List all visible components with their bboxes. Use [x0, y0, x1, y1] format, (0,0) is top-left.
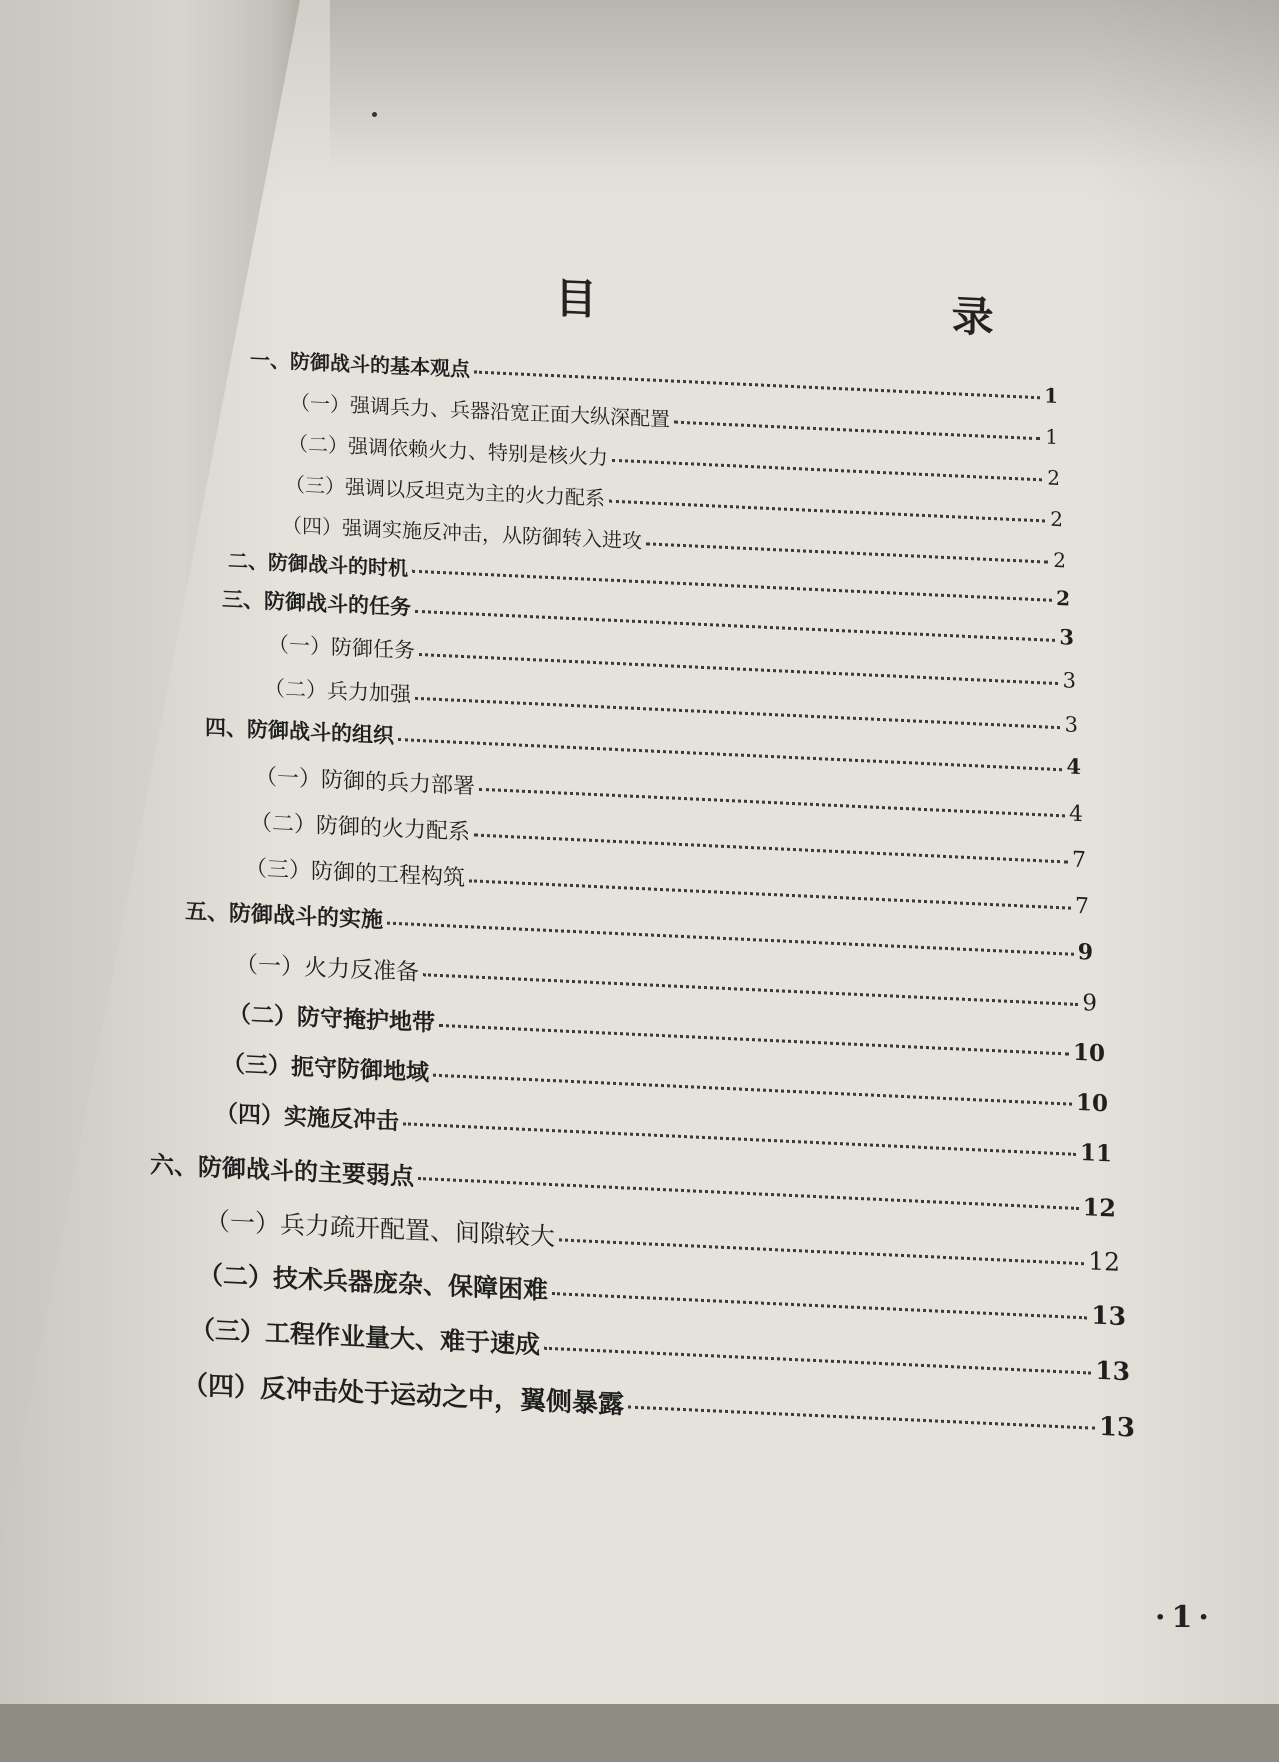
entry-label: （三）强调以反坦克为主的火力配系: [285, 471, 605, 511]
page-number-folio: ·1·: [1155, 1600, 1215, 1635]
entry-label: （一）强调兵力、兵器沿宽正面大纵深配置: [290, 390, 670, 432]
entry-page-number: 13: [1091, 1300, 1126, 1332]
entry-label: 五、防御战斗的实施: [185, 898, 384, 934]
entry-label: 四、防御战斗的组织: [205, 714, 394, 748]
entry-page-number: 10: [1075, 1088, 1108, 1118]
entry-page-number: 4: [1069, 801, 1083, 828]
entry-page-number: 3: [1062, 668, 1076, 693]
entry-label: （四）反冲击处于运动之中，翼侧暴露: [182, 1370, 625, 1421]
entry-page-number: 12: [1082, 1192, 1116, 1223]
entry-label: （二）防御的火力配系: [250, 810, 471, 846]
entry-label: （三）防御的工程构筑: [245, 856, 466, 892]
entry-page-number: 4: [1066, 753, 1081, 780]
entry-label: （一）兵力疏开配置、间隙较大: [205, 1206, 556, 1252]
entry-page-number: 2: [1050, 506, 1063, 532]
entry-label: （二）兵力加强: [264, 675, 411, 707]
entry-label: （四）实施反冲击: [215, 1099, 399, 1136]
entry-label: 三、防御战斗的任务: [222, 586, 411, 620]
entry-page-number: 13: [1098, 1411, 1135, 1444]
entry-label: （四）强调实施反冲击，从防御转入进攻: [282, 512, 642, 554]
entry-label: （一）防御的兵力部署: [255, 764, 476, 800]
entry-label: （二）技术兵器庞杂、保障困难: [198, 1259, 549, 1305]
entry-label: （三）工程作业量大、难于速成: [190, 1314, 541, 1360]
entry-label: （一）防御任务: [268, 632, 415, 663]
entry-page-number: 9: [1082, 990, 1097, 1017]
entry-label: （二）强调依赖火力、特别是核火力: [288, 431, 608, 470]
entry-page-number: 3: [1064, 712, 1078, 737]
entry-page-number: 12: [1088, 1246, 1120, 1277]
entry-label: 六、防御战斗的主要弱点: [150, 1149, 414, 1191]
entry-page-number: 1: [1045, 424, 1058, 450]
entry-page-number: 7: [1075, 893, 1089, 920]
entry-page-number: 9: [1077, 938, 1093, 966]
entry-page-number: 3: [1059, 624, 1074, 650]
entry-page-number: 1: [1044, 383, 1058, 409]
entry-page-number: 2: [1056, 585, 1070, 611]
entry-page-number: 2: [1047, 465, 1060, 491]
entry-label: 一、防御战斗的基本观点: [250, 347, 470, 382]
entry-label: 二、防御战斗的时机: [228, 548, 408, 581]
entry-page-number: 11: [1079, 1139, 1112, 1168]
entry-label: （一）火力反准备: [235, 951, 419, 987]
page-title: 目 录: [555, 273, 1164, 350]
entry-label: （三）扼守防御地域: [222, 1050, 429, 1087]
entry-page-number: 2: [1053, 547, 1066, 573]
entry-page-number: 7: [1072, 847, 1086, 874]
entry-page-number: 10: [1072, 1038, 1105, 1068]
entry-label: （二）防守掩护地带: [228, 1000, 435, 1037]
entry-page-number: 13: [1095, 1355, 1130, 1387]
